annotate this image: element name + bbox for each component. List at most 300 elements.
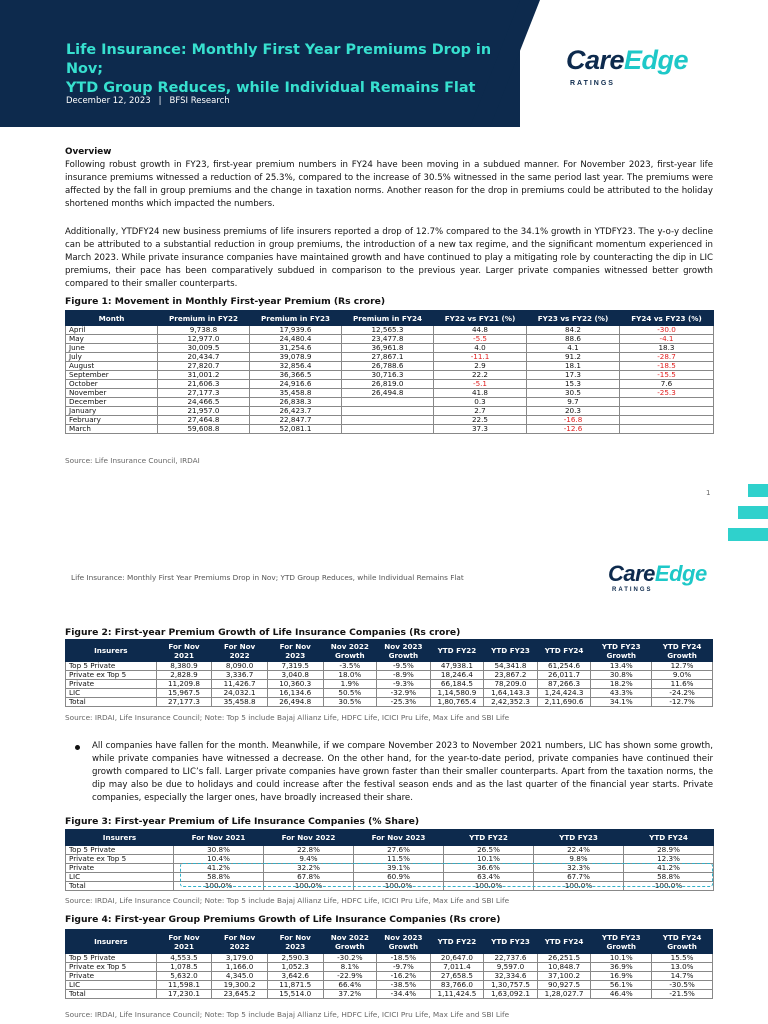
report-header	[0, 0, 768, 127]
data-cell: 47,938.1	[430, 662, 484, 671]
data-cell: -15.5	[620, 371, 714, 380]
data-cell: 10.1%	[444, 855, 534, 864]
fig2-header-cell: YTD FY23	[484, 640, 538, 662]
data-cell: 39,078.9	[250, 353, 342, 362]
table-row	[66, 389, 714, 398]
data-cell: 2.9	[434, 362, 527, 371]
figure1-title: Figure 1: Movement in Monthly First-year Premium (Rs crore)	[65, 296, 386, 307]
data-cell: -18.5%	[377, 954, 431, 963]
data-cell: 20.3	[527, 407, 620, 416]
data-cell: 15,514.0	[267, 990, 323, 999]
data-cell: 3,642.6	[267, 972, 323, 981]
row-label-cell: Private ex Top 5	[66, 671, 157, 680]
row-label-cell: Private ex Top 5	[66, 855, 174, 864]
data-cell: 58.8%	[174, 873, 264, 882]
row-label-cell: Private	[66, 972, 157, 981]
figure3-source: Source: IRDAI, Life Insurance Council; Note: Top 5 include Bajaj Allianz Life, HDFC Life, ICICI Pru Life, Max Life and SBI Life	[65, 896, 510, 905]
data-cell: 22,737.6	[484, 954, 538, 963]
data-cell: -28.7	[620, 353, 714, 362]
data-cell: 63.4%	[444, 873, 534, 882]
data-cell: 10.4%	[174, 855, 264, 864]
data-cell: 15.5%	[652, 954, 713, 963]
data-cell: 10,360.3	[267, 680, 323, 689]
data-cell: 18,246.4	[430, 671, 484, 680]
data-cell: 1,64,143.3	[484, 689, 538, 698]
data-cell: 67.8%	[264, 873, 354, 882]
figure1-header-row	[66, 311, 714, 326]
data-cell: 17.3	[527, 371, 620, 380]
overview-paragraph-2: Additionally, YTDFY24 new business premiums of life insurers reported a drop of 12.7% compared to the 34.1% growth in YTDFY23. The y-o-y decline can be attributed to a substantial reduction in group premiums, the introduction of a new tax regime, and the significant momentum experienced in March 2023. While private insurance companies have maintained growth and have continued to play a mitigating role by counteracting the dip in LIC premiums, their pace has been comparatively subdued in comparison to the previous year. Larger private companies witnessed better growth compared to their smaller counterparts.	[65, 227, 713, 289]
table-row	[66, 954, 713, 963]
figure2-title: Figure 2: First-year Premium Growth of Life Insurance Companies (Rs crore)	[65, 627, 461, 638]
data-cell: 100.0%	[264, 882, 354, 891]
bullet-paragraph: All companies have fallen for the month. Meanwhile, if we compare November 2023 to November 2021 numbers, LIC has shown some growth, while private companies have witnessed a decrease. On the other hand, for the year-to-date period, private companies have continued their growth compared to LIC’s fall. Larger private companies have grown faster than their smaller counterparts. Apart from the taxation norms, the dip may also be due to holidays and could increase after the festival season ends and as the last quarter of the financial year starts. Private companies, especially the larger ones, have broadly increased their share.	[92, 741, 713, 803]
data-cell: 22.5	[434, 416, 527, 425]
data-cell: 88.6	[527, 335, 620, 344]
data-cell: 41.2%	[174, 864, 264, 873]
data-cell: 46.4%	[591, 990, 652, 999]
data-cell: 41.8	[434, 389, 527, 398]
figure4-header-row	[66, 930, 713, 954]
figure3-header-row	[66, 830, 714, 846]
data-cell: 9.4%	[264, 855, 354, 864]
data-cell: 30.5%	[323, 698, 377, 707]
fig3-header-cell: For Nov 2022	[264, 830, 354, 846]
data-cell: 58.8%	[624, 873, 714, 882]
data-cell: 15.3	[527, 380, 620, 389]
data-cell: 17,230.1	[156, 990, 212, 999]
data-cell: 60.9%	[354, 873, 444, 882]
data-cell: 2.7	[434, 407, 527, 416]
report-meta	[66, 96, 230, 106]
data-cell: -5.5	[434, 335, 527, 344]
data-cell: -34.4%	[377, 990, 431, 999]
data-cell: 23,645.2	[212, 990, 268, 999]
data-cell: 27,177.3	[158, 389, 250, 398]
fig3-header-cell: For Nov 2023	[354, 830, 444, 846]
row-label-cell: November	[66, 389, 158, 398]
data-cell: 26,494.8	[342, 389, 434, 398]
data-cell: 4,553.5	[156, 954, 212, 963]
row-label-cell: LIC	[66, 873, 174, 882]
table-row	[66, 371, 714, 380]
data-cell	[620, 407, 714, 416]
fig4-header-cell: YTD FY23 Growth	[591, 930, 652, 954]
row-label-cell: Total	[66, 990, 157, 999]
data-cell: 12,977.0	[158, 335, 250, 344]
data-cell: 9,738.8	[158, 326, 250, 335]
data-cell	[342, 398, 434, 407]
data-cell: 3,179.0	[212, 954, 268, 963]
fig2-header-cell: YTD FY24 Growth	[652, 640, 713, 662]
data-cell: 1,30,757.5	[484, 981, 538, 990]
fig4-header-cell: Nov 2022 Growth	[323, 930, 377, 954]
data-cell: 30.5	[527, 389, 620, 398]
figure2-header-row	[66, 640, 713, 662]
data-cell: 22.2	[434, 371, 527, 380]
data-cell: 31,254.6	[250, 344, 342, 353]
data-cell: 10.1%	[591, 954, 652, 963]
data-cell	[620, 416, 714, 425]
figure1-body	[66, 326, 714, 434]
data-cell: 32,334.6	[484, 972, 538, 981]
data-cell: 3,040.8	[267, 671, 323, 680]
fig4-header-cell: Nov 2023 Growth	[377, 930, 431, 954]
data-cell: 1.9%	[323, 680, 377, 689]
data-cell: 11,871.5	[267, 981, 323, 990]
data-cell: 15,967.5	[156, 689, 212, 698]
data-cell: 100.0%	[534, 882, 624, 891]
data-cell: -9.7%	[377, 963, 431, 972]
data-cell: -12.7%	[652, 698, 713, 707]
data-cell: 23,867.2	[484, 671, 538, 680]
data-cell: 24,032.1	[212, 689, 268, 698]
data-cell: 2,590.3	[267, 954, 323, 963]
table-row	[66, 398, 714, 407]
fig1-header-cell: Month	[66, 311, 158, 326]
data-cell: 1,24,424.3	[537, 689, 591, 698]
data-cell: 90,927.5	[537, 981, 591, 990]
table-row	[66, 353, 714, 362]
data-cell: 78,209.0	[484, 680, 538, 689]
data-cell: 5,632.0	[156, 972, 212, 981]
row-label-cell: Top 5 Private	[66, 954, 157, 963]
fig2-header-cell: YTD FY24	[537, 640, 591, 662]
fig2-header-cell: YTD FY23 Growth	[591, 640, 652, 662]
data-cell: 26,423.7	[250, 407, 342, 416]
data-cell: 11.5%	[354, 855, 444, 864]
data-cell: -30.5%	[652, 981, 713, 990]
data-cell: 16,134.6	[267, 689, 323, 698]
row-label-cell: February	[66, 416, 158, 425]
row-label-cell: Top 5 Private	[66, 662, 157, 671]
report-title	[66, 41, 506, 98]
data-cell: -9.3%	[377, 680, 431, 689]
data-cell: 19,300.2	[212, 981, 268, 990]
data-cell: 13.4%	[591, 662, 652, 671]
row-label-cell: April	[66, 326, 158, 335]
data-cell: 26,011.7	[537, 671, 591, 680]
figure2-source: Source: IRDAI, Life Insurance Council; Note: Top 5 include Bajaj Allianz Life, HDFC Life, ICICI Pru Life, Max Life and SBI Life	[65, 713, 510, 722]
fig1-header-cell: Premium in FY23	[250, 311, 342, 326]
data-cell: 36.6%	[444, 864, 534, 873]
data-cell: 4,345.0	[212, 972, 268, 981]
data-cell: 1,63,092.1	[484, 990, 538, 999]
row-label-cell: Private	[66, 864, 174, 873]
data-cell: 32.2%	[264, 864, 354, 873]
data-cell: -16.2%	[377, 972, 431, 981]
data-cell: 31,001.2	[158, 371, 250, 380]
data-cell: 18.1	[527, 362, 620, 371]
data-cell: 1,166.0	[212, 963, 268, 972]
data-cell: -21.5%	[652, 990, 713, 999]
row-label-cell: Private	[66, 680, 157, 689]
figure1-table	[65, 310, 714, 434]
table-row	[66, 326, 714, 335]
table-row	[66, 990, 713, 999]
data-cell: 66,184.5	[430, 680, 484, 689]
data-cell: 1,052.3	[267, 963, 323, 972]
data-cell: 30,009.5	[158, 344, 250, 353]
data-cell: 43.3%	[591, 689, 652, 698]
bullet-point-icon	[75, 745, 80, 750]
row-label-cell: August	[66, 362, 158, 371]
data-cell: -30.0	[620, 326, 714, 335]
overview-heading: Overview	[65, 147, 112, 157]
data-cell: 27,658.5	[430, 972, 484, 981]
figure4-table	[65, 929, 713, 999]
figure4-body	[66, 954, 713, 999]
page-number: 1	[706, 489, 711, 497]
data-cell: 8,090.0	[212, 662, 268, 671]
table-row	[66, 335, 714, 344]
data-cell: 2,828.9	[156, 671, 212, 680]
table-row	[66, 846, 714, 855]
data-cell: 12,565.3	[342, 326, 434, 335]
fig4-header-cell: YTD FY24	[537, 930, 591, 954]
data-cell: -4.1	[620, 335, 714, 344]
table-row	[66, 680, 713, 689]
data-cell: 0.3	[434, 398, 527, 407]
data-cell: -18.5	[620, 362, 714, 371]
logo-ratings-page2: RATINGS	[612, 587, 653, 593]
data-cell: 36,961.8	[342, 344, 434, 353]
data-cell: -8.9%	[377, 671, 431, 680]
data-cell: -32.9%	[377, 689, 431, 698]
fig2-header-cell: YTD FY22	[430, 640, 484, 662]
data-cell: 27,820.7	[158, 362, 250, 371]
data-cell: 12.3%	[624, 855, 714, 864]
data-cell: 7.6	[620, 380, 714, 389]
data-cell: 12.7%	[652, 662, 713, 671]
row-label-cell: October	[66, 380, 158, 389]
data-cell: 26,819.0	[342, 380, 434, 389]
data-cell: 87,266.3	[537, 680, 591, 689]
fig1-header-cell: FY24 vs FY23 (%)	[620, 311, 714, 326]
fig4-header-cell: For Nov 2023	[267, 930, 323, 954]
table-row	[66, 972, 713, 981]
data-cell: 66.4%	[323, 981, 377, 990]
figure4-title: Figure 4: First-year Group Premiums Growth of Life Insurance Companies (Rs crore)	[65, 914, 501, 925]
data-cell: 26.5%	[444, 846, 534, 855]
fig4-header-cell: For Nov 2021	[156, 930, 212, 954]
deco-bar-2	[738, 506, 768, 519]
data-cell: -5.1	[434, 380, 527, 389]
data-cell: 100.0%	[444, 882, 534, 891]
data-cell: 100.0%	[354, 882, 444, 891]
logo-care: Care	[566, 45, 625, 75]
data-cell: 30.8%	[591, 671, 652, 680]
table-row	[66, 689, 713, 698]
fig1-header-cell: Premium in FY24	[342, 311, 434, 326]
data-cell: 9.8%	[534, 855, 624, 864]
data-cell: 7,011.4	[430, 963, 484, 972]
fig3-header-cell: YTD FY23	[534, 830, 624, 846]
data-cell: -30.2%	[323, 954, 377, 963]
data-cell: 21,957.0	[158, 407, 250, 416]
data-cell: 1,11,424.5	[430, 990, 484, 999]
data-cell: 50.5%	[323, 689, 377, 698]
data-cell: -16.8	[527, 416, 620, 425]
data-cell: 1,078.5	[156, 963, 212, 972]
data-cell: 2,42,352.3	[484, 698, 538, 707]
data-cell: 9,597.0	[484, 963, 538, 972]
fig3-header-cell: Insurers	[66, 830, 174, 846]
row-label-cell: January	[66, 407, 158, 416]
data-cell: 59,608.8	[158, 425, 250, 434]
data-cell: 34.1%	[591, 698, 652, 707]
data-cell: 56.1%	[591, 981, 652, 990]
logo-ratings: RATINGS	[570, 80, 615, 87]
fig4-header-cell: YTD FY24 Growth	[652, 930, 713, 954]
data-cell: 26,788.6	[342, 362, 434, 371]
data-cell: 36,366.5	[250, 371, 342, 380]
data-cell: -38.5%	[377, 981, 431, 990]
data-cell: 32.3%	[534, 864, 624, 873]
data-cell	[620, 398, 714, 407]
table-row	[66, 963, 713, 972]
data-cell: 10,848.7	[537, 963, 591, 972]
data-cell: 18.0%	[323, 671, 377, 680]
data-cell: 27,464.8	[158, 416, 250, 425]
data-cell: 24,916.6	[250, 380, 342, 389]
highlight-dashed-box	[180, 863, 713, 887]
row-label-cell: Total	[66, 882, 174, 891]
data-cell: 37,100.2	[537, 972, 591, 981]
data-cell: 1,14,580.9	[430, 689, 484, 698]
data-cell: 16.9%	[591, 972, 652, 981]
data-cell: 26,251.5	[537, 954, 591, 963]
data-cell: 37.3	[434, 425, 527, 434]
data-cell: 41.2%	[624, 864, 714, 873]
fig1-header-cell: Premium in FY22	[158, 311, 250, 326]
fig3-header-cell: YTD FY22	[444, 830, 534, 846]
fig2-header-cell: For Nov 2023	[267, 640, 323, 662]
data-cell: 20,434.7	[158, 353, 250, 362]
row-label-cell: Private ex Top 5	[66, 963, 157, 972]
data-cell: 7,319.5	[267, 662, 323, 671]
figure2-table	[65, 639, 713, 707]
fig4-header-cell: For Nov 2022	[212, 930, 268, 954]
data-cell: 18.3	[620, 344, 714, 353]
data-cell: 52,081.1	[250, 425, 342, 434]
data-cell: 22.8%	[264, 846, 354, 855]
data-cell: 9.7	[527, 398, 620, 407]
fig1-header-cell: FY22 vs FY21 (%)	[434, 311, 527, 326]
data-cell: 2,11,690.6	[537, 698, 591, 707]
table-row	[66, 380, 714, 389]
data-cell	[620, 425, 714, 434]
fig4-header-cell: YTD FY22	[430, 930, 484, 954]
data-cell: 8.1%	[323, 963, 377, 972]
data-cell: 91.2	[527, 353, 620, 362]
table-row	[66, 698, 713, 707]
data-cell: 27,177.3	[156, 698, 212, 707]
data-cell: 14.7%	[652, 972, 713, 981]
data-cell: 24,480.4	[250, 335, 342, 344]
data-cell: 35,458.8	[212, 698, 268, 707]
data-cell: 17,939.6	[250, 326, 342, 335]
fig1-header-cell: FY23 vs FY22 (%)	[527, 311, 620, 326]
figure1-source: Source: Life Insurance Council, IRDAI	[65, 456, 200, 465]
report-date: December 12, 2023	[66, 96, 151, 106]
data-cell: 23,477.8	[342, 335, 434, 344]
row-label-cell: March	[66, 425, 158, 434]
data-cell	[342, 407, 434, 416]
data-cell: -22.9%	[323, 972, 377, 981]
row-label-cell: June	[66, 344, 158, 353]
data-cell: 27.6%	[354, 846, 444, 855]
row-label-cell: May	[66, 335, 158, 344]
figure3-title: Figure 3: First-year Premium of Life Insurance Companies (% Share)	[65, 816, 420, 827]
data-cell: 9.0%	[652, 671, 713, 680]
data-cell: 1,80,765.4	[430, 698, 484, 707]
data-cell: 11,209.8	[156, 680, 212, 689]
data-cell: 1,28,027.7	[537, 990, 591, 999]
table-row	[66, 344, 714, 353]
data-cell: 39.1%	[354, 864, 444, 873]
row-label-cell: LIC	[66, 981, 157, 990]
fig4-header-cell: Insurers	[66, 930, 157, 954]
data-cell: -11.1	[434, 353, 527, 362]
data-cell: -3.5%	[323, 662, 377, 671]
data-cell: 22,847.7	[250, 416, 342, 425]
row-label-cell: December	[66, 398, 158, 407]
data-cell: 26,494.8	[267, 698, 323, 707]
data-cell: -9.5%	[377, 662, 431, 671]
row-label-cell: July	[66, 353, 158, 362]
data-cell: 8,380.9	[156, 662, 212, 671]
data-cell: 11.6%	[652, 680, 713, 689]
logo-edge: Edge	[624, 45, 689, 75]
data-cell: 26,838.3	[250, 398, 342, 407]
fig3-header-cell: YTD FY24	[624, 830, 714, 846]
fig2-header-cell: For Nov 2021	[156, 640, 212, 662]
data-cell: 35,458.8	[250, 389, 342, 398]
data-cell: 13.0%	[652, 963, 713, 972]
table-row	[66, 362, 714, 371]
logo-edge: Edge	[654, 561, 707, 586]
overview-paragraph-1: Following robust growth in FY23, first-year premium numbers in FY24 have been moving in a subdued manner. For November 2023, first-year life insurance premiums witnessed a reduction of 25.3%, compared to the increase of 30.5% witnessed in the same period last year. The premiums were affected by the fall in group premiums and the change in taxation norms. Another reason for the drop in premiums could be attributed to the holiday shortened months which impacted the numbers.	[65, 160, 713, 209]
data-cell: -24.2%	[652, 689, 713, 698]
data-cell	[342, 425, 434, 434]
data-cell: -12.6	[527, 425, 620, 434]
data-cell: 22.4%	[534, 846, 624, 855]
page2-running-header: Life Insurance: Monthly First Year Premiums Drop in Nov; YTD Group Reduces, while Individual Remains Flat	[71, 573, 464, 582]
row-label-cell: Total	[66, 698, 157, 707]
data-cell: -25.3%	[377, 698, 431, 707]
table-row	[66, 671, 713, 680]
data-cell: 100.0%	[624, 882, 714, 891]
data-cell: 100.0%	[174, 882, 264, 891]
table-row	[66, 425, 714, 434]
fig2-header-cell: Nov 2023 Growth	[377, 640, 431, 662]
data-cell: 30,716.3	[342, 371, 434, 380]
data-cell: 4.1	[527, 344, 620, 353]
data-cell: 27,867.1	[342, 353, 434, 362]
data-cell: -25.3	[620, 389, 714, 398]
report-title-line1: Life Insurance: Monthly First Year Premiums Drop in Nov;	[66, 42, 492, 77]
data-cell: 18.2%	[591, 680, 652, 689]
data-cell: 11,426.7	[212, 680, 268, 689]
data-cell	[342, 416, 434, 425]
row-label-cell: LIC	[66, 689, 157, 698]
data-cell: 28.9%	[624, 846, 714, 855]
data-cell: 32,856.4	[250, 362, 342, 371]
table-row	[66, 407, 714, 416]
figure2-body	[66, 662, 713, 707]
meta-separator: |	[158, 96, 162, 106]
